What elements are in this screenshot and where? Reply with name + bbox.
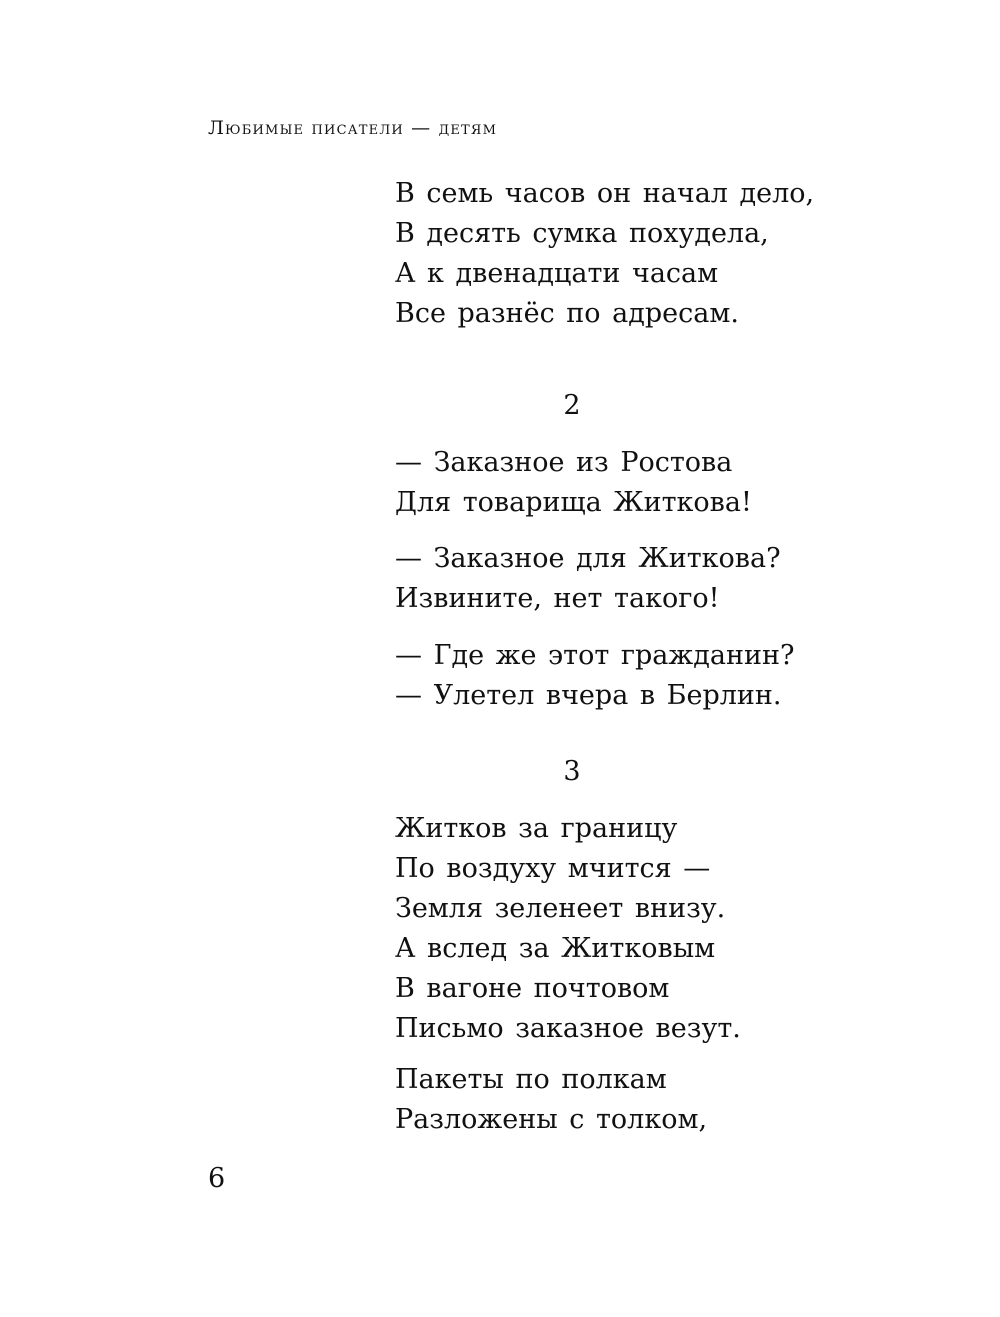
section-number-2: 2 <box>563 390 581 421</box>
poem-line: Разложены с толком, <box>395 1104 708 1135</box>
page-number: 6 <box>208 1163 226 1194</box>
poem-line: Пакеты по полкам <box>395 1064 667 1095</box>
poem-line: Для товарища Житкова! <box>395 487 752 518</box>
stanza-3-2 <box>395 1060 895 1140</box>
poem-line: В семь часов он начал дело, <box>395 178 815 209</box>
poem-line: — Заказное для Житкова? <box>395 543 781 574</box>
poem-line: Земля зеленеет внизу. <box>395 893 726 924</box>
poem-line: Житков за границу <box>395 813 678 844</box>
stanza-2-3 <box>395 636 895 716</box>
poem-line: Все разнёс по адресам. <box>395 298 739 329</box>
poem-line: — Улетел вчера в Берлин. <box>395 680 782 711</box>
poem-line: А к двенадцати часам <box>395 258 719 289</box>
stanza-3-1 <box>395 809 895 1049</box>
poem-line: Письмо заказное везут. <box>395 1013 741 1044</box>
stanza-2-1 <box>395 443 895 523</box>
stanza-2-2 <box>395 539 895 619</box>
poem-line: В вагоне почтовом <box>395 973 670 1004</box>
stanza-top <box>395 174 895 334</box>
poem-line: По воздуху мчится — <box>395 853 711 884</box>
running-title: Любимые писатели — детям <box>208 117 498 139</box>
poem-line: А вслед за Житковым <box>395 933 716 964</box>
section-number-3: 3 <box>563 756 581 787</box>
poem-line: — Заказное из Ростова <box>395 447 733 478</box>
poem-line: В десять сумка похудела, <box>395 218 769 249</box>
poem-line: — Где же этот гражданин? <box>395 640 795 671</box>
poem-line: Извините, нет такого! <box>395 583 720 614</box>
